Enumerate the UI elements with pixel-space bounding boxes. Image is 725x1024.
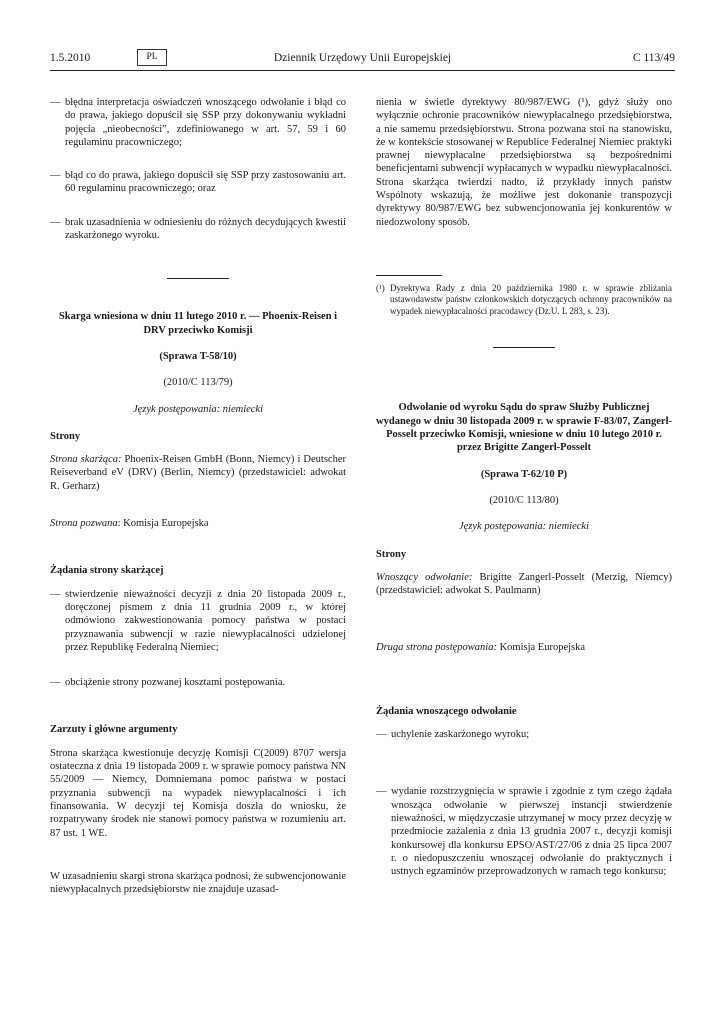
paragraph: W uzasadnieniu skargi strona skarżąca podnosi, że subwencjonowanie niewypłacalnych przedsiębiorstw nie znajduje uzasad- xyxy=(50,870,346,896)
case-title: Skarga wniesiona w dniu 11 lutego 2010 r. — Phoenix-Reisen i DRV przeciwko Komisji xyxy=(58,311,338,336)
list-item: — obciążenie strony pozwanej kosztami postępowania. xyxy=(50,677,286,689)
section-heading: Żądania wnoszącego odwołanie xyxy=(376,705,517,717)
paragraph: Strona skarżąca kwestionuje decyzję Komisji C(2009) 8707 wersja ostateczna z dnia 19 listopada 2009 r. w sprawie pomocy państwa NN 55/2009 — Niemcy, Domniemana pomoc państwa w postaci przyznania subwencji na wypadek niewypłacalności i ich finansowania. W decyzji tej Komisja doszła do wniosku, że rozpatrywany środek nie stanowi pomocy państwa w rozumieniu art. 87 ust. 1 WE. xyxy=(50,747,346,839)
footnote: (¹) Dyrektywa Rady z dnia 20 października 1980 r. w sprawie zbliżania ustawodawstw państw członkowskich dotyczących ochrony pracowników na wypadek niewypłacalności pracodawcy (Dz.U. L 283, s. 23). xyxy=(376,282,672,316)
list-item: — wydanie rozstrzygnięcia w sprawie i zgodnie z tym czego żądała wnosząca odwołanie w pierwszej instancji stwierdzenie nieważności, w międzyczasie utrzymanej w mocy przez decyzję w przedmiocie zażalenia z dnia 13 grudnia 2007 r., decyzji komisji konkursowej dla konkursu EPSO/AST/27/06 z dnia 25 lipca 2007 r. o niedopuszczeniu wnoszącej odwołanie do praktycznych i ustnych egzaminów przeprowadzonych w ramach tego konkursu; xyxy=(376,786,672,878)
procedure-language: Język postępowania: niemiecki xyxy=(458,521,590,533)
list-item: — brak uzasadnienia w odniesieniu do różnych decydujących kwestii zaskarżonego wyroku. xyxy=(50,216,346,242)
page-header xyxy=(50,52,675,68)
list-item: — błąd co do prawa, jakiego dopuścił się SSP przy zastosowaniu art. 60 regulaminu pracowniczego; oraz xyxy=(50,170,346,195)
other-party-paragraph: Druga strona postępowania: Komisja Europejska xyxy=(376,642,586,654)
language-badge: PL xyxy=(137,49,167,66)
footnote-rule xyxy=(376,275,442,276)
case-reference: (2010/C 113/80) xyxy=(489,494,559,506)
journal-title: Dziennik Urzędowy Unii Europejskiej xyxy=(273,52,452,64)
case-title: Odwołanie od wyroku Sądu do spraw Służby Publicznej wydanego w dniu 30 listopada 2009 r. w sprawie F-83/07, Zangerl-Posselt przeciwko Komisji, wniesione w dniu 10 lutego 2010 r. przez Brigitte Zangerl-Posselt xyxy=(376,402,672,454)
case-number: (Sprawa T-62/10 P) xyxy=(480,468,568,480)
applicant-paragraph: Strona skarżąca: Phoenix-Reisen GmbH (Bonn, Niemcy) i Deutscher Reiseverband eV (DRV) (Berlin, Niemcy) (przedstawiciel: adwokat R. Gerharz) xyxy=(50,454,346,492)
appellant-paragraph: Wnoszący odwołanie: Brigitte Zangerl-Posselt (Merzig, Niemcy) (przedstawiciel: adwokat S. Paulmann) xyxy=(376,571,672,597)
case-reference: (2010/C 113/79) xyxy=(163,377,233,389)
section-heading: Strony xyxy=(376,548,407,560)
defendant-paragraph: Strona pozwana: Komisja Europejska xyxy=(50,518,209,530)
section-heading: Zarzuty i główne argumenty xyxy=(50,724,178,736)
left-column xyxy=(50,96,346,896)
list-item: — uchylenie zaskarżonego wyroku; xyxy=(376,729,530,741)
section-heading: Strony xyxy=(50,430,81,442)
publication-date: 1.5.2010 xyxy=(50,52,91,64)
section-separator xyxy=(167,278,229,279)
case-number: (Sprawa T-58/10) xyxy=(159,350,237,362)
section-separator xyxy=(493,347,555,348)
list-item: — błędna interpretacja oświadczeń wnoszącego odwołanie i błąd co do prawa, jakiego dopuścił się SSP przy dokonywaniu wykładni pojęcia „nieobecności”, zdefiniowanego w art. 57, 59 i 60 regulaminu pracowniczego; xyxy=(50,97,346,148)
right-column xyxy=(376,96,672,878)
header-rule xyxy=(50,70,675,71)
paragraph: nienia w świetle dyrektywy 80/987/EWG (¹), gdyż służy ono wyłącznie ochronie pracowników niewypłacalnego przedsiębiorstwa, a nie samemu przedsiębiorstwu. Strona pozwana stoi na stanowisku, że w kontekście stosowanej w Republice Federalnej Niemiec praktyki prawnej niewypłacalne przedsiębiorstwa są bezpośrednimi beneficjentami subwencji wypłacanych w wypadku niewypłacalności. Strona skarżąca twierdzi nadto, iż przykłady innych państw Wspólnoty wskazują, że możliwe jest dokonanie transpozycji dyrektywy 80/987/EWG bez subwencjonowania jej konkurentów w niedozwolony sposób. xyxy=(376,97,672,228)
section-heading: Żądania strony skarżącej xyxy=(50,565,164,577)
procedure-language: Język postępowania: niemiecki xyxy=(132,403,264,415)
journal-reference: C 113/49 xyxy=(632,52,675,64)
list-item: — stwierdzenie nieważności decyzji z dnia 20 listopada 2009 r., doręczonej pismem z dnia 11 grudnia 2009 r., w której odmówiono zakwestionowania pomocy państwa w postaci przyznawania subwencji w razie niewypłacalności udzielonej przez Republikę Federalną Niemiec; xyxy=(50,588,346,653)
